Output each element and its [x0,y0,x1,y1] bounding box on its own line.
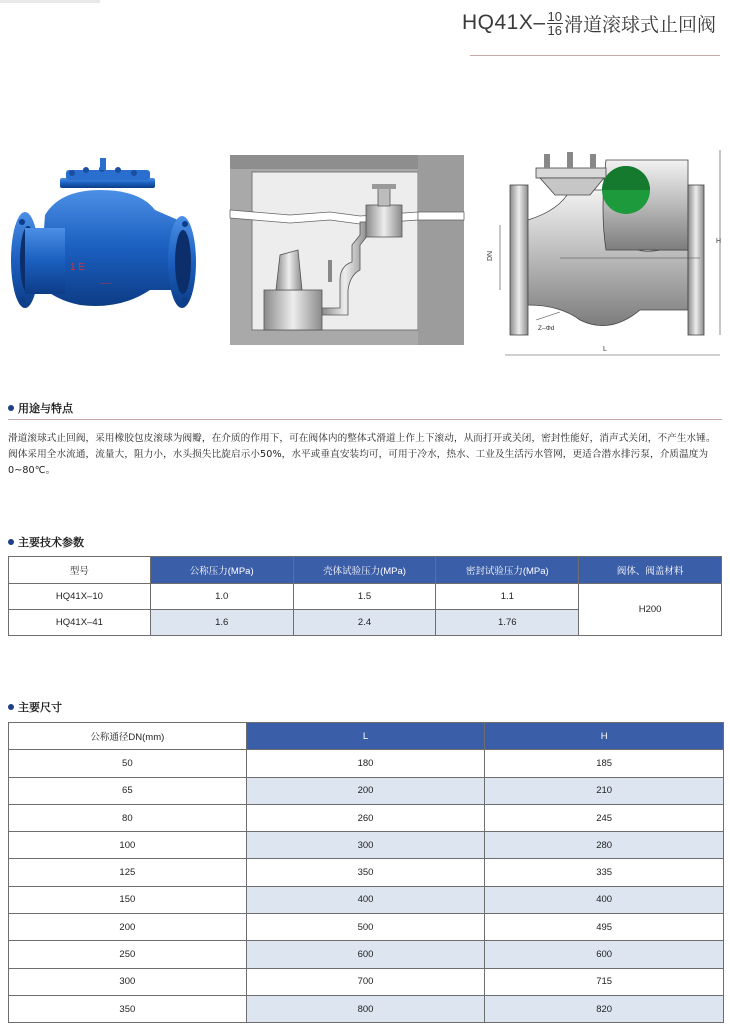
table-row [9,832,724,859]
table-row [9,584,722,610]
pressure-top: 10 [547,8,562,24]
spec-table [8,556,722,636]
dim-cell: 300 [246,832,485,859]
spec-cell: HQ41X–10 [9,584,151,610]
dim-cell: 245 [485,804,724,831]
section-use-heading [8,400,73,416]
dim-header-cell: L [246,723,485,750]
dimension-table [8,722,724,1023]
dim-cell: 600 [485,941,724,968]
dim-label-dn: DN [487,250,494,261]
table-row [9,886,724,913]
spec-cell: 1.0 [150,584,293,610]
dim-cell: 50 [9,750,247,777]
dim-cell: 210 [485,777,724,804]
section-spec-heading [8,534,84,550]
dim-cell: 125 [9,859,247,886]
dim-cell: 250 [9,941,247,968]
dim-header-cell: 公称通径DN(mm) [9,723,247,750]
spec-cell: 2.4 [293,610,436,636]
dim-label-z-phi-d: Z–Φd [538,325,555,332]
dim-cell: 200 [9,914,247,941]
blue-valve-image [11,158,196,308]
dim-cell: 700 [246,968,485,995]
svg-text:~~~: ~~~ [100,281,113,288]
title-name: 滑道滚球式止回阀 [563,13,716,36]
product-illustrations [0,140,730,370]
title-pressure-fraction [547,10,563,37]
dim-header-row [9,723,724,750]
dim-cell: 350 [9,995,247,1022]
spec-header-cell: 密封试验压力(MPa) [436,557,579,584]
spec-header-cell: 阀体、阀盖材料 [579,557,722,584]
dim-cell: 400 [246,886,485,913]
section-use-title: 用途与特点 [18,402,73,415]
dim-cell: 260 [246,804,485,831]
table-row [9,750,724,777]
table-row [9,914,724,941]
dim-cell: 100 [9,832,247,859]
dim-cell: 400 [485,886,724,913]
title-underline [470,55,720,56]
spec-header-cell: 公称压力(MPa) [150,557,293,584]
spec-header-row [9,557,722,584]
dim-cell: 280 [485,832,724,859]
svg-text:1 E: 1 E [70,262,86,273]
page-title [462,6,716,40]
table-row [9,859,724,886]
pressure-bottom: 16 [547,22,562,38]
dim-cell: 495 [485,914,724,941]
dim-label-l: L [603,346,607,353]
spec-material-cell: H200 [579,584,722,636]
title-model: HQ41X– [461,11,546,34]
spec-header-cell: 壳体试验压力(MPa) [293,557,436,584]
section-use-description: 滑道滚球式止回阀，采用橡胶包皮滚球为阀瓣，在介质的作用下，可在阀体内的整体式滑道上作上下滚动，从而打开或关闭，密封性能好，消声式关闭，不产生水锤。阀体采用全水流通，流量大，阻力小，水头损失比旋启示小50%，水平或垂直安装均可，可用于冷水，热水、工业及生活污水管网，更适合潜水排污泵，介质温度为0~80℃。 [8,433,716,476]
spec-cell: 1.76 [436,610,579,636]
dim-cell: 150 [9,886,247,913]
dim-cell: 65 [9,777,247,804]
top-decor-strip [0,0,100,3]
spec-header-cell: 型号 [9,557,151,584]
spec-cell: HQ41X–41 [9,610,151,636]
section-bullet-icon [8,539,14,545]
table-row [9,777,724,804]
dim-cell: 350 [246,859,485,886]
table-row [9,941,724,968]
dim-cell: 500 [246,914,485,941]
table-row [9,995,724,1022]
spec-cell: 1.5 [293,584,436,610]
dim-cell: 300 [9,968,247,995]
table-row [9,804,724,831]
dim-cell: 80 [9,804,247,831]
dim-cell: 820 [485,995,724,1022]
section-drawing [487,150,721,355]
dim-cell: 200 [246,777,485,804]
installation-diagram [230,155,464,345]
dim-cell: 335 [485,859,724,886]
dim-cell: 715 [485,968,724,995]
section-dim-title: 主要尺寸 [18,701,62,714]
section-spec-title: 主要技术参数 [18,536,84,549]
dim-cell: 185 [485,750,724,777]
spec-cell: 1.1 [436,584,579,610]
section-bullet-icon [8,704,14,710]
section-divider [8,419,722,420]
section-bullet-icon [8,405,14,411]
dim-cell: 800 [246,995,485,1022]
dim-cell: 600 [246,941,485,968]
table-row [9,968,724,995]
section-dim-heading [8,699,62,715]
dim-cell: 180 [246,750,485,777]
dim-label-h: H [716,238,722,245]
dim-header-cell: H [485,723,724,750]
spec-cell: 1.6 [150,610,293,636]
